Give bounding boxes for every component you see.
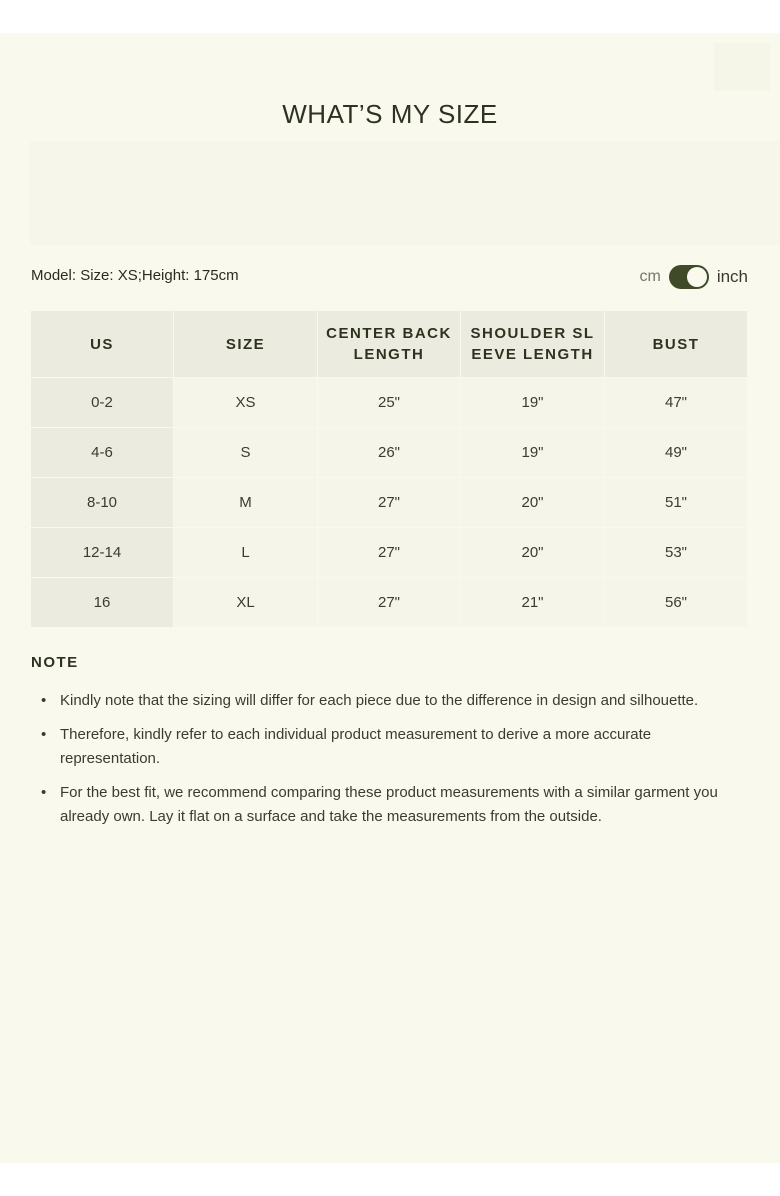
table-cell: 27" bbox=[318, 478, 461, 528]
table-cell: 56" bbox=[605, 578, 748, 628]
model-info: Model: Size: XS;Height: 175cm bbox=[31, 267, 239, 284]
table-cell: 20" bbox=[461, 528, 605, 578]
table-cell: 27" bbox=[318, 528, 461, 578]
list-item bbox=[30, 723, 752, 771]
note-heading: NOTE bbox=[31, 654, 79, 671]
column-header-shoulder-sleeve-length: SHOULDER SLEEVE LENGTH bbox=[461, 311, 605, 378]
table-cell: 16 bbox=[31, 578, 174, 628]
table-row bbox=[31, 378, 748, 428]
table-cell: M bbox=[174, 478, 318, 528]
table-row bbox=[31, 428, 748, 478]
switch-knob bbox=[687, 267, 707, 287]
table-cell: 20" bbox=[461, 478, 605, 528]
table-cell: XS bbox=[174, 378, 318, 428]
column-header-size: SIZE bbox=[174, 311, 318, 378]
unit-label-cm[interactable]: cm bbox=[639, 268, 661, 285]
table-cell: 8-10 bbox=[31, 478, 174, 528]
bullet: • bbox=[41, 692, 47, 709]
table-cell: 19" bbox=[461, 378, 605, 428]
size-table bbox=[30, 310, 748, 628]
table-cell: 27" bbox=[318, 578, 461, 628]
list-item bbox=[30, 781, 752, 829]
unit-label-inch[interactable]: inch bbox=[716, 267, 748, 286]
column-header-us: US bbox=[31, 311, 174, 378]
note-list bbox=[30, 689, 752, 839]
unit-toggle bbox=[639, 265, 748, 289]
size-guide-modal bbox=[0, 33, 780, 1163]
unit-switch[interactable] bbox=[669, 265, 709, 289]
bullet: • bbox=[41, 784, 47, 801]
column-header-bust: BUST bbox=[605, 311, 748, 378]
column-header-center-back-length: CENTER BACK LENGTH bbox=[318, 311, 461, 378]
table-cell: 4-6 bbox=[31, 428, 174, 478]
table-cell: 53" bbox=[605, 528, 748, 578]
bullet: • bbox=[41, 726, 47, 743]
table-cell: 19" bbox=[461, 428, 605, 478]
note-text: Kindly note that the sizing will differ for each piece due to the difference in design and silhouette. bbox=[60, 692, 699, 709]
table-cell: 25" bbox=[318, 378, 461, 428]
table-cell: L bbox=[174, 528, 318, 578]
table-cell: 51" bbox=[605, 478, 748, 528]
page-title: WHAT’S MY SIZE bbox=[282, 99, 498, 129]
table-cell: 12-14 bbox=[31, 528, 174, 578]
table-row bbox=[31, 578, 748, 628]
table-cell: 49" bbox=[605, 428, 748, 478]
note-text: For the best fit, we recommend comparing these product measurements with a similar garment you already own. Lay it flat on a surface and take the measurements from the outside. bbox=[60, 784, 718, 825]
table-header-row bbox=[31, 311, 748, 378]
table-cell: 21" bbox=[461, 578, 605, 628]
table-cell: XL bbox=[174, 578, 318, 628]
note-text: Therefore, kindly refer to each individual product measurement to derive a more accurate representation. bbox=[60, 726, 652, 767]
table-row bbox=[31, 478, 748, 528]
size-banner bbox=[30, 141, 780, 245]
table-cell: 0-2 bbox=[31, 378, 174, 428]
list-item bbox=[30, 689, 752, 713]
close-button[interactable] bbox=[714, 43, 770, 91]
table-cell: 47" bbox=[605, 378, 748, 428]
table-cell: 26" bbox=[318, 428, 461, 478]
table-row bbox=[31, 528, 748, 578]
table-cell: S bbox=[174, 428, 318, 478]
